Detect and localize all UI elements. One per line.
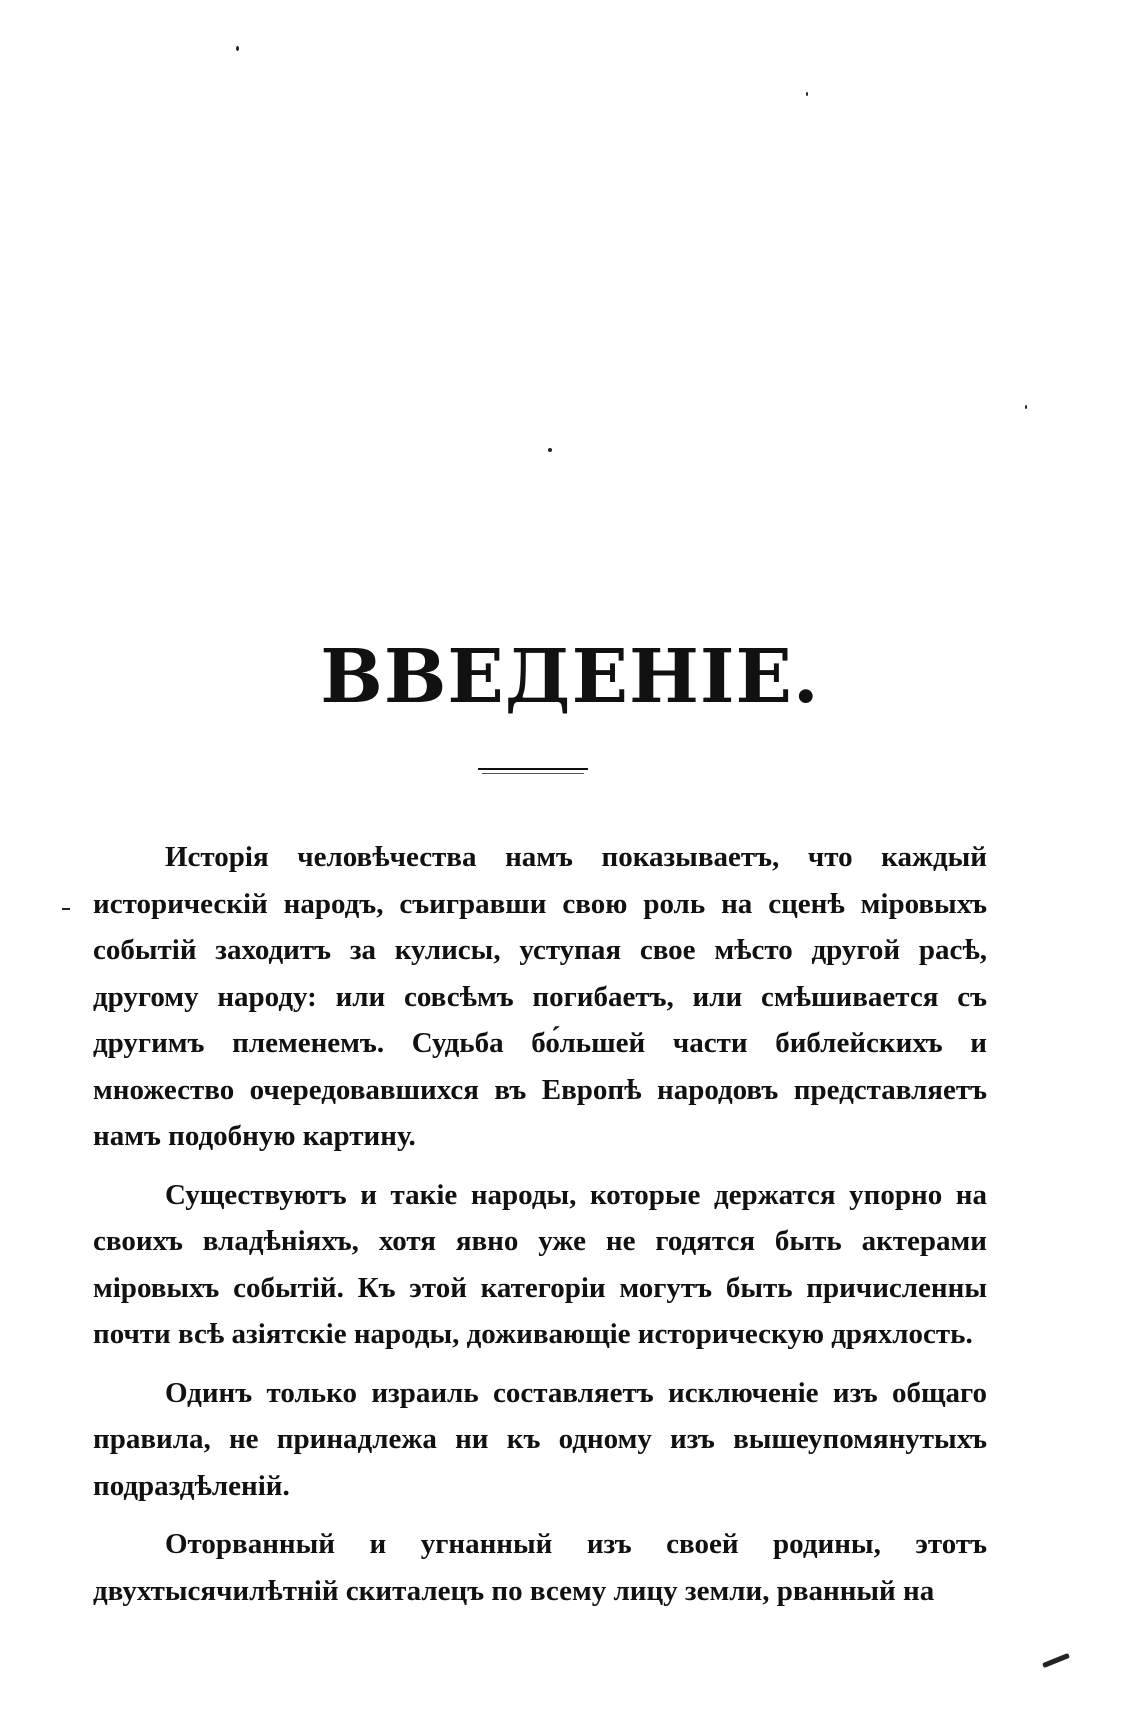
body-text xyxy=(93,834,987,1614)
paragraph-3: Одинъ только израиль составляетъ исключеніе изъ общаго правила, не принадлежа ни къ одному изъ вышеупомянутыхъ подраздѣленій. xyxy=(93,1376,987,1502)
ink-smudge xyxy=(1042,1653,1070,1668)
print-speck xyxy=(806,92,808,96)
print-speck xyxy=(1025,405,1027,409)
chapter-title: ВВЕДЕНІЕ. xyxy=(320,634,820,720)
paragraph-4: Оторванный и угнанный изъ своей родины, этотъ двухтысячилѣтній скиталецъ по всему лицу земли, рванный на xyxy=(93,1528,987,1607)
paragraph-1: Исторія человѣчества намъ показываетъ, что каждый историческій народъ, съигравши свою роль на сценѣ міровыхъ событій заходитъ за кулисы, уступая свое мѣсто другой расѣ, другому народу: или совсѣмъ погибаетъ, или смѣшивается съ другимъ племенемъ. Судьба бо́льшей части библейскихъ и множество очередовавшихся въ Европѣ народовъ представляетъ намъ подобную картину. xyxy=(93,841,987,1152)
print-speck xyxy=(236,46,239,51)
paragraph-2: Существуютъ и такіе народы, которые держатся упорно на своихъ владѣніяхъ, хотя явно уже не годятся быть актерами міровыхъ событій. Къ этой категоріи могутъ быть причисленны почти всѣ азіятскіе народы, доживающіе историческую дряхлость. xyxy=(93,1178,987,1350)
title-divider-thin xyxy=(482,773,584,774)
title-divider xyxy=(478,768,588,770)
margin-mark xyxy=(62,908,70,910)
print-speck xyxy=(548,448,552,452)
